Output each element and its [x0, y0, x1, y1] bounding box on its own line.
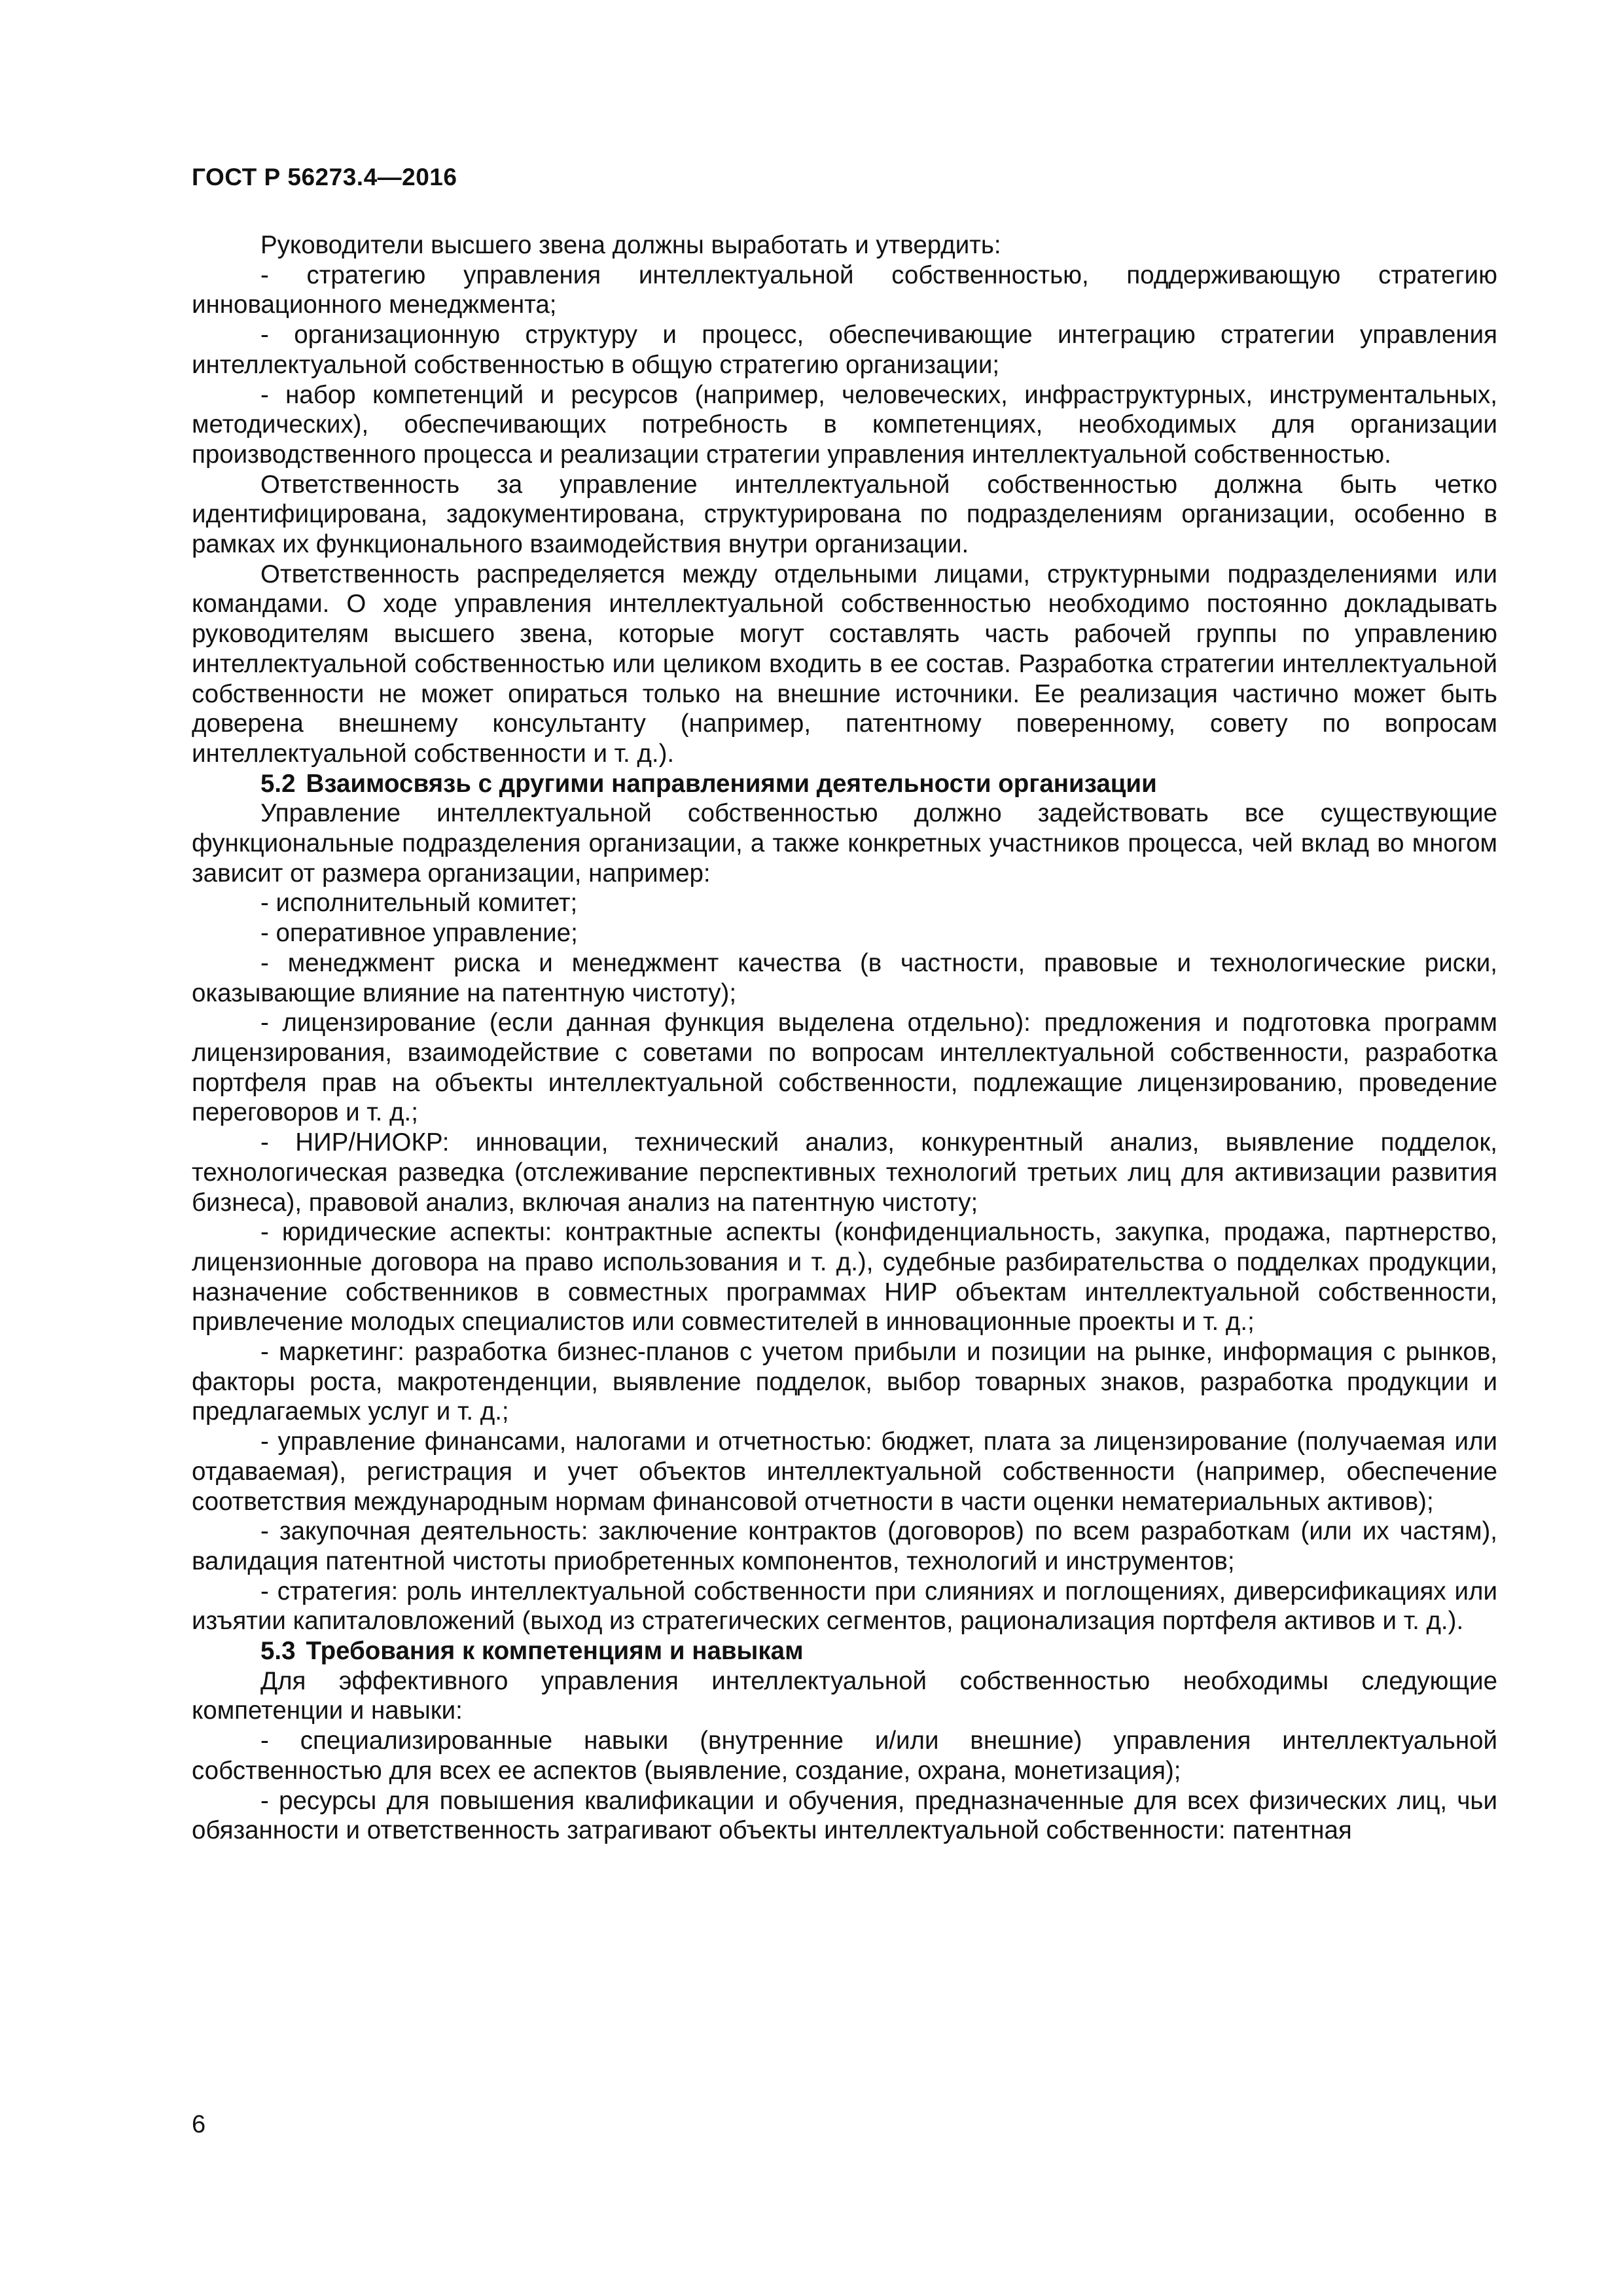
list-item: - специализированные навыки (внутренние и/или внешние) управления интеллектуальной собственностью для всех ее аспектов (выявление, создание, охрана, монетизация); — [192, 1727, 1497, 1785]
list-item: - НИР/НИОКР: инновации, технический анализ, конкурентный анализ, выявление подделок, технологическая разведка (отслеживание перспективных технологий третьих лиц для активизации развития бизнеса), правовой анализ, включая анализ на патентную чистоту; — [192, 1128, 1497, 1217]
list-item: - менеджмент риска и менеджмент качества (в частности, правовые и технологические риски, оказывающие влияние на патентную чистоту); — [192, 948, 1497, 1007]
paragraph: Ответственность за управление интеллектуальной собственностью должна быть четко идентифицирована, задокументирована, структурирована по подразделениям организации, особенно в рамках их функционального взаимодействия внутри организации. — [192, 470, 1497, 559]
list-item: - ресурсы для повышения квалификации и обучения, предназначенные для всех физических лиц, чьи обязанности и ответственность затрагивают объекты интеллектуальной собственности: патентная — [192, 1786, 1497, 1845]
list-item: - оперативное управление; — [260, 919, 578, 948]
list-item: - юридические аспекты: контрактные аспекты (конфиденциальность, закупка, продажа, партнерство, лицензионные договора на право использования и т. д.), судебные разбирательства о подделках продукции, назначение собственников в совместных программах НИР объектам интеллектуальной собственности, привлечение молодых специалистов или совместителей в инновационные проекты и т. д.; — [192, 1218, 1497, 1336]
section-heading-5-2 — [192, 769, 1497, 799]
list-item: - лицензирование (если данная функция выделена отдельно): предложения и подготовка программ лицензирования, взаимодействие с советами по вопросам интеллектуальной собственности, разработка портфеля прав на объекты интеллектуальной собственности, подлежащие лицензированию, проведение переговоров и т. д.; — [192, 1009, 1497, 1127]
list-item: - управление финансами, налогами и отчетностью: бюджет, плата за лицензирование (получаемая или отдаваемая), регистрация и учет объектов интеллектуальной собственности (например, обеспечение соответствия международным нормам финансовой отчетности в части оценки нематериальных активов); — [192, 1427, 1497, 1516]
document-code-header: ГОСТ Р 56273.4—2016 — [192, 164, 457, 190]
document-body — [192, 230, 1497, 1846]
list-item: - закупочная деятельность: заключение контрактов (договоров) по всем разработкам (или их частям), валидация патентной чистоты приобретенных компонентов, технологий и инструментов; — [192, 1517, 1497, 1575]
list-item: - организационную структуру и процесс, обеспечивающие интеграцию стратегии управления интеллектуальной собственностью в общую стратегию организации; — [192, 321, 1497, 379]
list-item: - стратегия: роль интеллектуальной собственности при слияниях и поглощениях, диверсификациях или изъятии капиталовложений (выход из стратегических сегментов, рационализация портфеля активов и т. д.). — [192, 1577, 1497, 1636]
section-title: Требования к компетенциям и навыкам — [306, 1637, 804, 1666]
paragraph: Для эффективного управления интеллектуальной собственностью необходимы следующие компетенции и навыки: — [192, 1666, 1497, 1725]
section-number: 5.3 — [260, 1637, 296, 1666]
paragraph: Ответственность распределяется между отдельными лицами, структурными подразделениями или командами. О ходе управления интеллектуальной собственностью необходимо постоянно докладывать руководителям высшего звена, которые могут составлять часть рабочей группы по управлению интеллектуальной собственностью или целиком входить в ее состав. Разработка стратегии интеллектуальной собственности не может опираться только на внешние источники. Ее реализация частично может быть доверена внешнему консультанту (например, патентному поверенному, совету по вопросам интеллектуальной собственности и т. д.). — [192, 560, 1497, 768]
list-item: - маркетинг: разработка бизнес-планов с учетом прибыли и позиции на рынке, информация с рынков, факторы роста, макротенденции, выявление подделок, выбор товарных знаков, разработка продукции и предлагаемых услуг и т. д.; — [192, 1338, 1497, 1426]
page-number: 6 — [192, 2111, 206, 2138]
section-title: Взаимосвязь с другими направлениями деятельности организации — [306, 769, 1157, 798]
section-number: 5.2 — [260, 769, 296, 798]
list-item: - стратегию управления интеллектуальной собственностью, поддерживающую стратегию инновационного менеджмента; — [192, 260, 1497, 319]
paragraph: Руководители высшего звена должны выработать и утвердить: — [260, 231, 1001, 259]
list-item: - исполнительный комитет; — [260, 889, 578, 918]
list-item: - набор компетенций и ресурсов (например, человеческих, инфраструктурных, инструментальных, методических), обеспечивающих потребность в компетенциях, необходимых для организации производственного процесса и реализации стратегии управления интеллектуальной собственностью. — [192, 380, 1497, 469]
section-heading-5-3 — [192, 1636, 1497, 1666]
paragraph: Управление интеллектуальной собственностью должно задействовать все существующие функциональные подразделения организации, а также конкретных участников процесса, чей вклад во многом зависит от размера организации, например: — [192, 799, 1497, 888]
